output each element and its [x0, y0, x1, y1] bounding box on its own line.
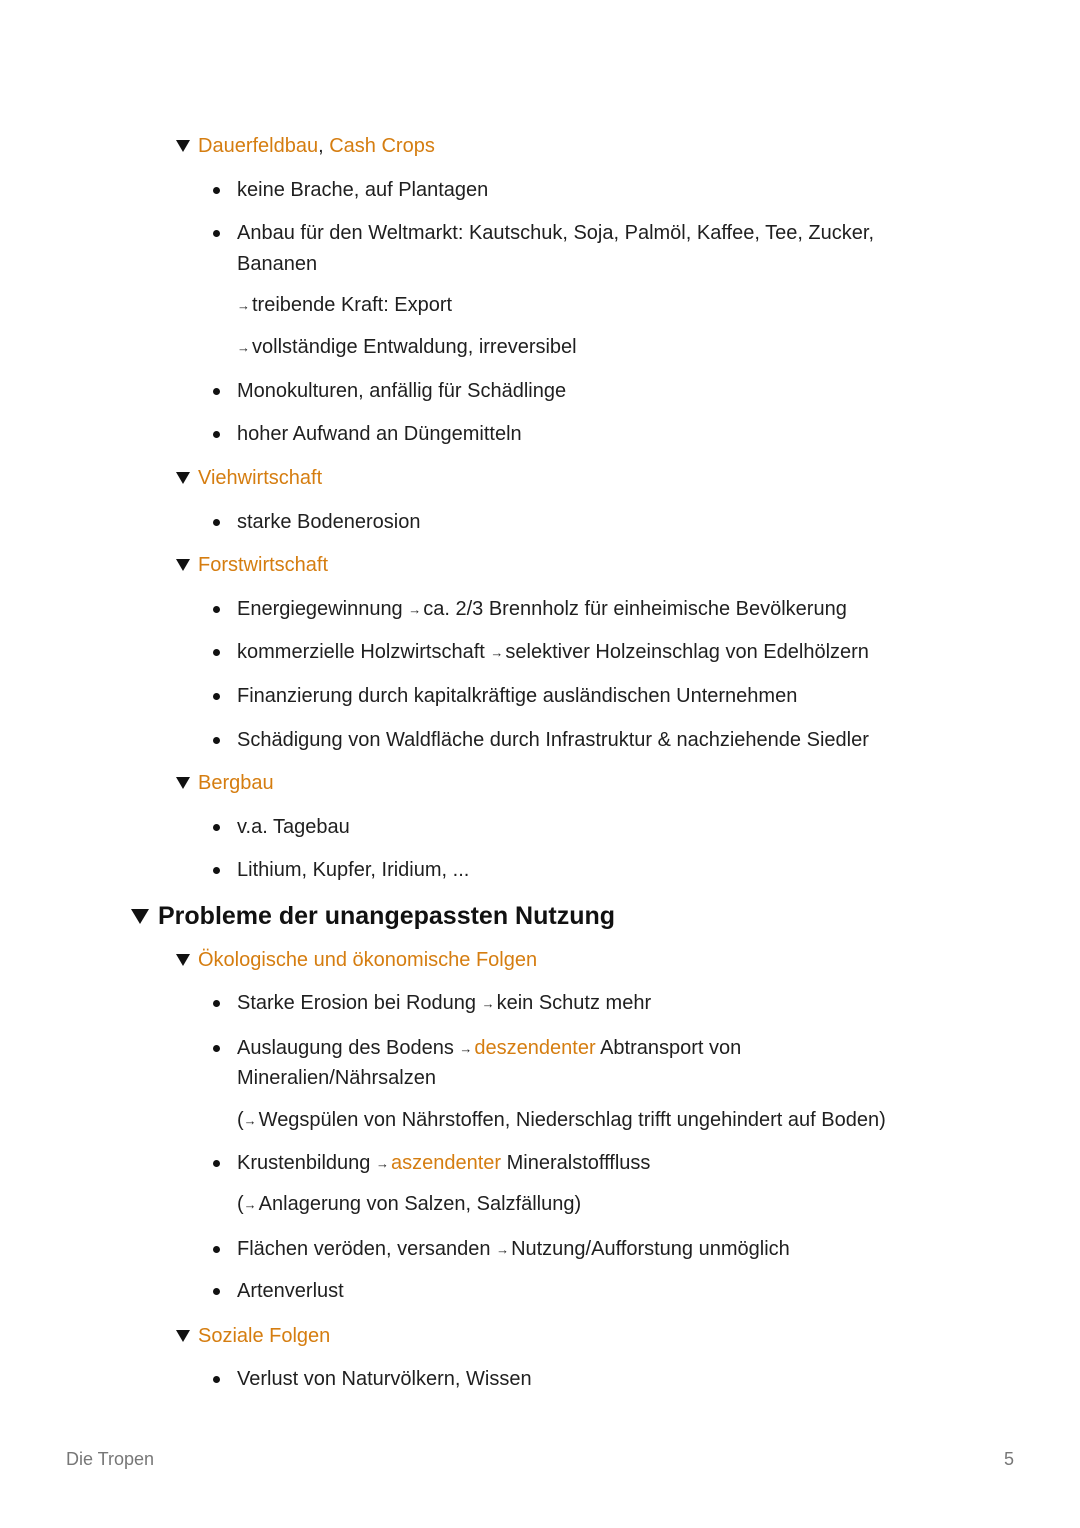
- arrow-icon: →: [481, 996, 495, 1011]
- arrow-icon: →: [408, 602, 422, 617]
- collapse-triangle-icon[interactable]: [176, 954, 190, 966]
- page-number: 5: [1004, 1449, 1015, 1469]
- highlight-term: deszendenter: [474, 1037, 596, 1059]
- list-item-text: Flächen veröden, versanden: [237, 1238, 497, 1260]
- bullet-icon: [213, 606, 220, 613]
- collapse-triangle-icon[interactable]: [176, 140, 190, 152]
- bullet-icon: [213, 1000, 220, 1007]
- list-item-text: Auslaugung des Bodens: [237, 1037, 460, 1059]
- bullet-icon: [213, 649, 220, 656]
- bullet-icon: [213, 693, 220, 700]
- list-item: [237, 1036, 741, 1062]
- list-item: Monokulturen, anfällig für Schädlinge: [237, 380, 567, 402]
- heading-part: Cash Crops: [329, 135, 435, 157]
- section-heading-dauerfeldbau: [198, 134, 435, 158]
- list-item: Verlust von Naturvölkern, Wissen: [237, 1368, 532, 1390]
- collapse-triangle-icon[interactable]: [176, 472, 190, 484]
- bullet-icon: [213, 824, 220, 831]
- list-item-text: Energiegewinnung: [237, 598, 409, 620]
- collapse-triangle-icon[interactable]: [131, 909, 149, 924]
- list-item: starke Bodenerosion: [237, 511, 421, 533]
- list-item: [237, 1237, 790, 1263]
- list-item: v.a. Tagebau: [237, 816, 350, 838]
- footer-title: Die Tropen: [66, 1449, 155, 1469]
- list-item-text: kommerzielle Holzwirtschaft: [237, 641, 491, 663]
- list-item: Anbau für den Weltmarkt: Kautschuk, Soja, Palmöl, Kaffee, Tee, Zucker,: [237, 222, 875, 244]
- bullet-icon: [213, 1045, 220, 1052]
- list-item-text: Nutzung/Aufforstung unmöglich: [511, 1238, 790, 1260]
- bullet-icon: [213, 1288, 220, 1295]
- arrow-icon: →: [243, 1113, 257, 1128]
- bullet-icon: [213, 519, 220, 526]
- section-heading-viehwirtschaft: Viehwirtschaft: [198, 467, 323, 489]
- list-item: [237, 640, 869, 666]
- arrow-icon: →: [237, 340, 250, 355]
- arrow-icon: →: [375, 1156, 389, 1171]
- arrow-icon: →: [459, 1041, 473, 1056]
- sub-note: [237, 1108, 886, 1134]
- sub-note-text: (: [237, 1109, 244, 1131]
- sub-note: [237, 335, 577, 361]
- list-item-text: Mineralstofffluss: [501, 1152, 651, 1174]
- heading-part: Dauerfeldbau: [198, 135, 319, 157]
- sub-note-text: Anlagerung von Salzen, Salzfällung): [258, 1193, 582, 1215]
- list-item: Schädigung von Waldfläche durch Infrastruktur & nachziehende Siedler: [237, 729, 869, 751]
- list-item-continuation: Mineralien/Nährsalzen: [237, 1067, 436, 1089]
- section-heading-soziale-folgen: Soziale Folgen: [198, 1325, 331, 1347]
- list-item: hoher Aufwand an Düngemitteln: [237, 423, 522, 445]
- list-item-text: kein Schutz mehr: [496, 992, 652, 1014]
- heading-separator: ,: [318, 135, 330, 157]
- sub-note-text: Wegspülen von Nährstoffen, Niederschlag trifft ungehindert auf Boden): [258, 1109, 886, 1131]
- list-item-text: selektiver Holzeinschlag von Edelhölzern: [505, 641, 869, 663]
- sub-note-text: treibende Kraft: Export: [252, 294, 453, 316]
- sub-note-text: vollständige Entwaldung, irreversibel: [252, 336, 577, 358]
- sub-note: [237, 293, 452, 319]
- list-item-continuation: Bananen: [237, 253, 318, 275]
- list-item-text: Abtransport von: [595, 1037, 742, 1059]
- bullet-icon: [213, 1376, 220, 1383]
- list-item: Lithium, Kupfer, Iridium, ...: [237, 859, 470, 881]
- list-item: Finanzierung durch kapitalkräftige ausländischen Unternehmen: [237, 685, 798, 707]
- collapse-triangle-icon[interactable]: [176, 777, 190, 789]
- arrow-icon: →: [496, 1242, 510, 1257]
- bullet-icon: [213, 1160, 220, 1167]
- list-item: Artenverlust: [237, 1280, 344, 1302]
- collapse-triangle-icon[interactable]: [176, 559, 190, 571]
- bullet-icon: [213, 230, 220, 237]
- section-heading-bergbau: Bergbau: [198, 772, 274, 794]
- list-item: [237, 597, 847, 623]
- list-item-text: ca. 2/3 Brennholz für einheimische Bevölkerung: [423, 598, 847, 620]
- sub-note: [237, 1192, 581, 1218]
- list-item: [237, 991, 651, 1017]
- arrow-icon: →: [243, 1197, 257, 1212]
- collapse-triangle-icon[interactable]: [176, 1330, 190, 1342]
- highlight-term: aszendenter: [390, 1152, 502, 1174]
- list-item-text: Krustenbildung: [237, 1152, 376, 1174]
- list-item: keine Brache, auf Plantagen: [237, 179, 489, 201]
- arrow-icon: →: [237, 298, 250, 313]
- section-heading-folgen: Ökologische und ökonomische Folgen: [198, 949, 538, 971]
- main-heading: Probleme der unangepassten Nutzung: [158, 902, 616, 930]
- bullet-icon: [213, 867, 220, 874]
- bullet-icon: [213, 737, 220, 744]
- bullet-icon: [213, 388, 220, 395]
- bullet-icon: [213, 431, 220, 438]
- list-item: [237, 1151, 650, 1177]
- bullet-icon: [213, 187, 220, 194]
- section-heading-forstwirtschaft: Forstwirtschaft: [198, 554, 329, 576]
- bullet-icon: [213, 1246, 220, 1253]
- sub-note-text: (: [237, 1193, 244, 1215]
- list-item-text: Starke Erosion bei Rodung: [237, 992, 482, 1014]
- arrow-icon: →: [490, 645, 504, 660]
